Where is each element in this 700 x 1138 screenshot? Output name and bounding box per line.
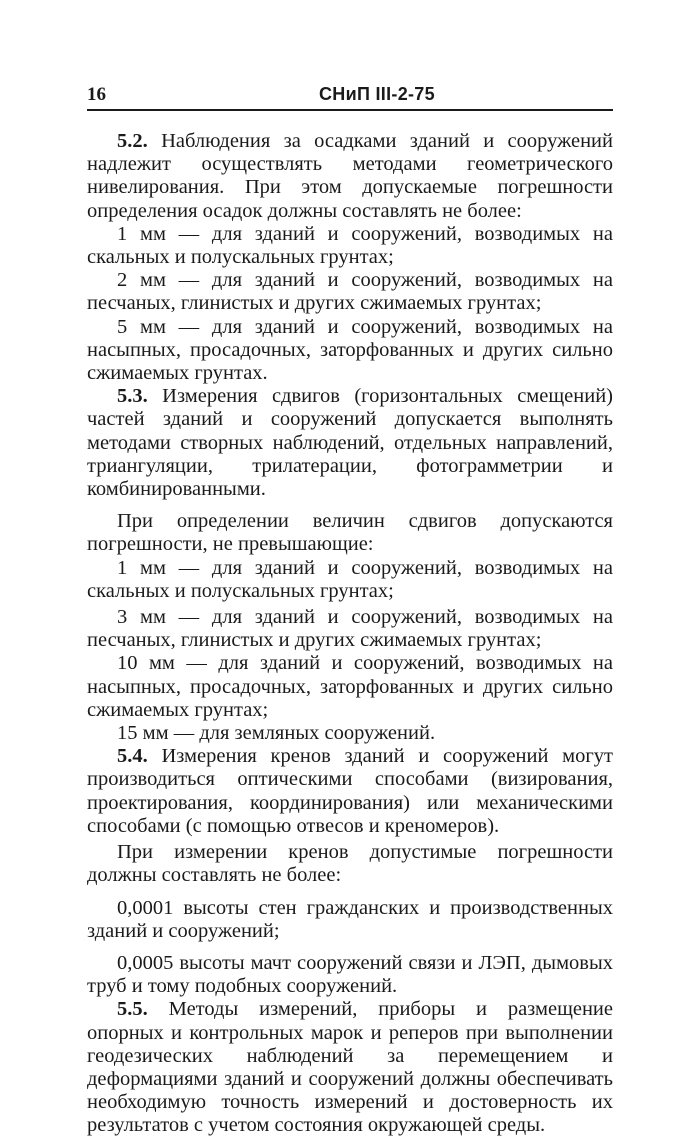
paragraph [87, 385, 613, 501]
body-text [87, 130, 613, 1138]
clause-number: 5.4. [117, 745, 148, 768]
paragraph-text: При определении величин сдвигов допускаются погрешности, не превышающие: [87, 510, 613, 556]
paragraph-text: 10 мм — для зданий и сооружений, возводимых на насыпных, просадочных, заторфованных и других сильно сжимаемых грунтах; [87, 652, 613, 721]
paragraph-text: 15 мм — для земляных сооружений. [117, 722, 436, 745]
clause-number: 5.3. [117, 385, 148, 408]
list-item [87, 952, 613, 998]
list-item [87, 652, 613, 722]
list-item [87, 897, 613, 943]
document-code: СНиП III-2-75 [319, 84, 435, 104]
paragraph-text: Наблюдения за осадками зданий и сооружений надлежит осуществлять методами геометрического нивелирования. При этом допускаемые погрешности определения осадок должны составлять не более: [87, 130, 613, 222]
running-head [87, 84, 615, 108]
paragraph-text: 1 мм — для зданий и сооружений, возводимых на скальных и полускальных грунтах; [87, 222, 613, 269]
paragraph-text: Измерения кренов зданий и сооружений могут производиться оптическими способами (визирования, проектирования, координирования) или механическими способами (с помощью отвесов и креномеров). [87, 745, 613, 837]
paragraph [87, 130, 613, 223]
list-item [87, 557, 613, 603]
header-rule [87, 109, 613, 111]
paragraph-text: 1 мм — для зданий и сооружений, возводимых на скальных и полускальных грунтах; [87, 556, 613, 602]
paragraph [87, 998, 613, 1137]
list-item [87, 316, 613, 386]
paragraph-text: 0,0005 высоты мачт сооружений связи и ЛЭП, дымовых труб и тому подобных сооружений. [87, 951, 613, 998]
list-item [87, 722, 613, 745]
paragraph-text: При измерении кренов допустимые погрешности должны составлять не более: [87, 841, 613, 887]
document-page [87, 0, 615, 1137]
clause-number: 5.2. [117, 130, 148, 152]
paragraph-text: Измерения сдвигов (горизонтальных смещений) частей зданий и сооружений допускается выполнять методами створных наблюдений, отдельных направлений, триангуляции, трилатерации, фотограмметрии и комбинированными. [87, 385, 613, 501]
list-item [87, 223, 613, 269]
paragraph [87, 510, 613, 556]
paragraph-text: 3 мм — для зданий и сооружений, возводимых на песчаных, глинистых и других сжимаемых грунтах; [87, 606, 613, 652]
list-item [87, 606, 613, 652]
paragraph-text: Методы измерений, приборы и размещение опорных и контрольных марок и реперов при выполнении геодезических наблюдений за перемещением и деформациями зданий и сооружений должны обеспечивать необходимую точность измерений и достоверность их результатов с учетом состояния окружающей среды. [87, 998, 613, 1137]
paragraph-text: 0,0001 высоты стен гражданских и производственных зданий и сооружений; [87, 896, 613, 942]
page-number: 16 [87, 84, 106, 105]
clause-number: 5.5. [117, 998, 148, 1021]
paragraph-text: 5 мм — для зданий и сооружений, возводимых на насыпных, просадочных, заторфованных и других сильно сжимаемых грунтах. [87, 315, 613, 385]
paragraph-text: 2 мм — для зданий и сооружений, возводимых на песчаных, глинистых и других сжимаемых грунтах; [87, 269, 613, 315]
paragraph [87, 745, 613, 838]
list-item [87, 269, 613, 315]
paragraph [87, 841, 613, 887]
